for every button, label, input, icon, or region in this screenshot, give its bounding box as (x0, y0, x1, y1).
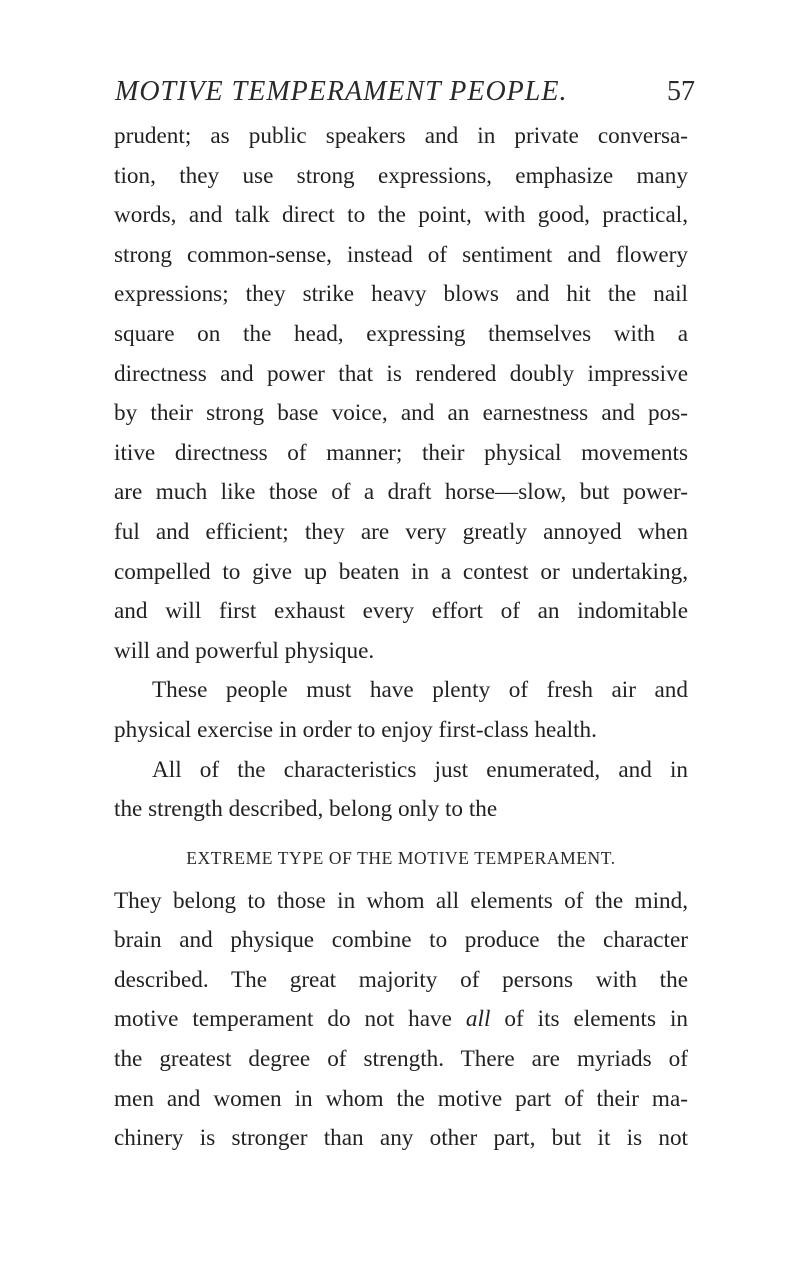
text-line: square on the head, expressing themselves with a (114, 320, 688, 347)
text-line: and will first exhaust every effort of an indomitable (114, 598, 688, 625)
text-line: are much like those of a draft horse—slow, but power- (114, 479, 688, 506)
paragraph-3 (114, 751, 688, 830)
page-number: 57 (667, 76, 695, 107)
text-line: expressions; they strike heavy blows and hit the nail (114, 281, 688, 308)
emphasized-word: all (465, 1006, 491, 1033)
text-line-with-emphasis (114, 1000, 688, 1040)
text-line: strong common-sense, instead of sentiment and flowery (114, 241, 688, 268)
text-line: words, and talk direct to the point, with good, practical, (114, 202, 688, 229)
text-line: ful and efficient; they are very greatly annoyed when (114, 518, 688, 545)
text-line: physical exercise in order to enjoy first-class health. (114, 716, 597, 743)
paragraph-1 (114, 117, 688, 671)
text-line: by their strong base voice, and an earnestness and pos- (114, 400, 688, 427)
text-line: directness and power that is rendered doubly impressive (114, 360, 688, 387)
text-line: chinery is stronger than any other part, but it is not (114, 1125, 688, 1152)
text-line: the greatest degree of strength. There are myriads of (114, 1046, 688, 1073)
text-line: They belong to those in whom all elements of the mind, (114, 887, 688, 914)
text-segment: motive temperament do not have (114, 1006, 466, 1033)
running-title: MOTIVE TEMPERAMENT PEOPLE. (115, 76, 568, 107)
text-line: itive directness of manner; their physical movements (114, 439, 688, 466)
text-segment: of its elements in (490, 1006, 688, 1033)
text-line: These people must have plenty of fresh air and (152, 677, 688, 704)
text-line: described. The great majority of persons with the (114, 966, 688, 993)
running-head (115, 76, 695, 116)
text-line: All of the characteristics just enumerated, and in (152, 756, 688, 783)
text-line: tion, they use strong expressions, emphasize many (114, 162, 688, 189)
text-line: compelled to give up beaten in a contest or undertaking, (114, 558, 688, 585)
text-line: men and women in whom the motive part of their ma- (114, 1085, 688, 1112)
text-line: the strength described, belong only to the (114, 796, 498, 823)
text-line: will and powerful physique. (114, 637, 375, 664)
section-heading: EXTREME TYPE OF THE MOTIVE TEMPERAMENT. (186, 847, 616, 868)
body-text (114, 117, 688, 1159)
text-line: brain and physique combine to produce the character (114, 927, 688, 954)
text-line: prudent; as public speakers and in private conversa- (114, 123, 688, 149)
paragraph-4 (114, 882, 688, 1159)
paragraph-2 (114, 671, 688, 750)
